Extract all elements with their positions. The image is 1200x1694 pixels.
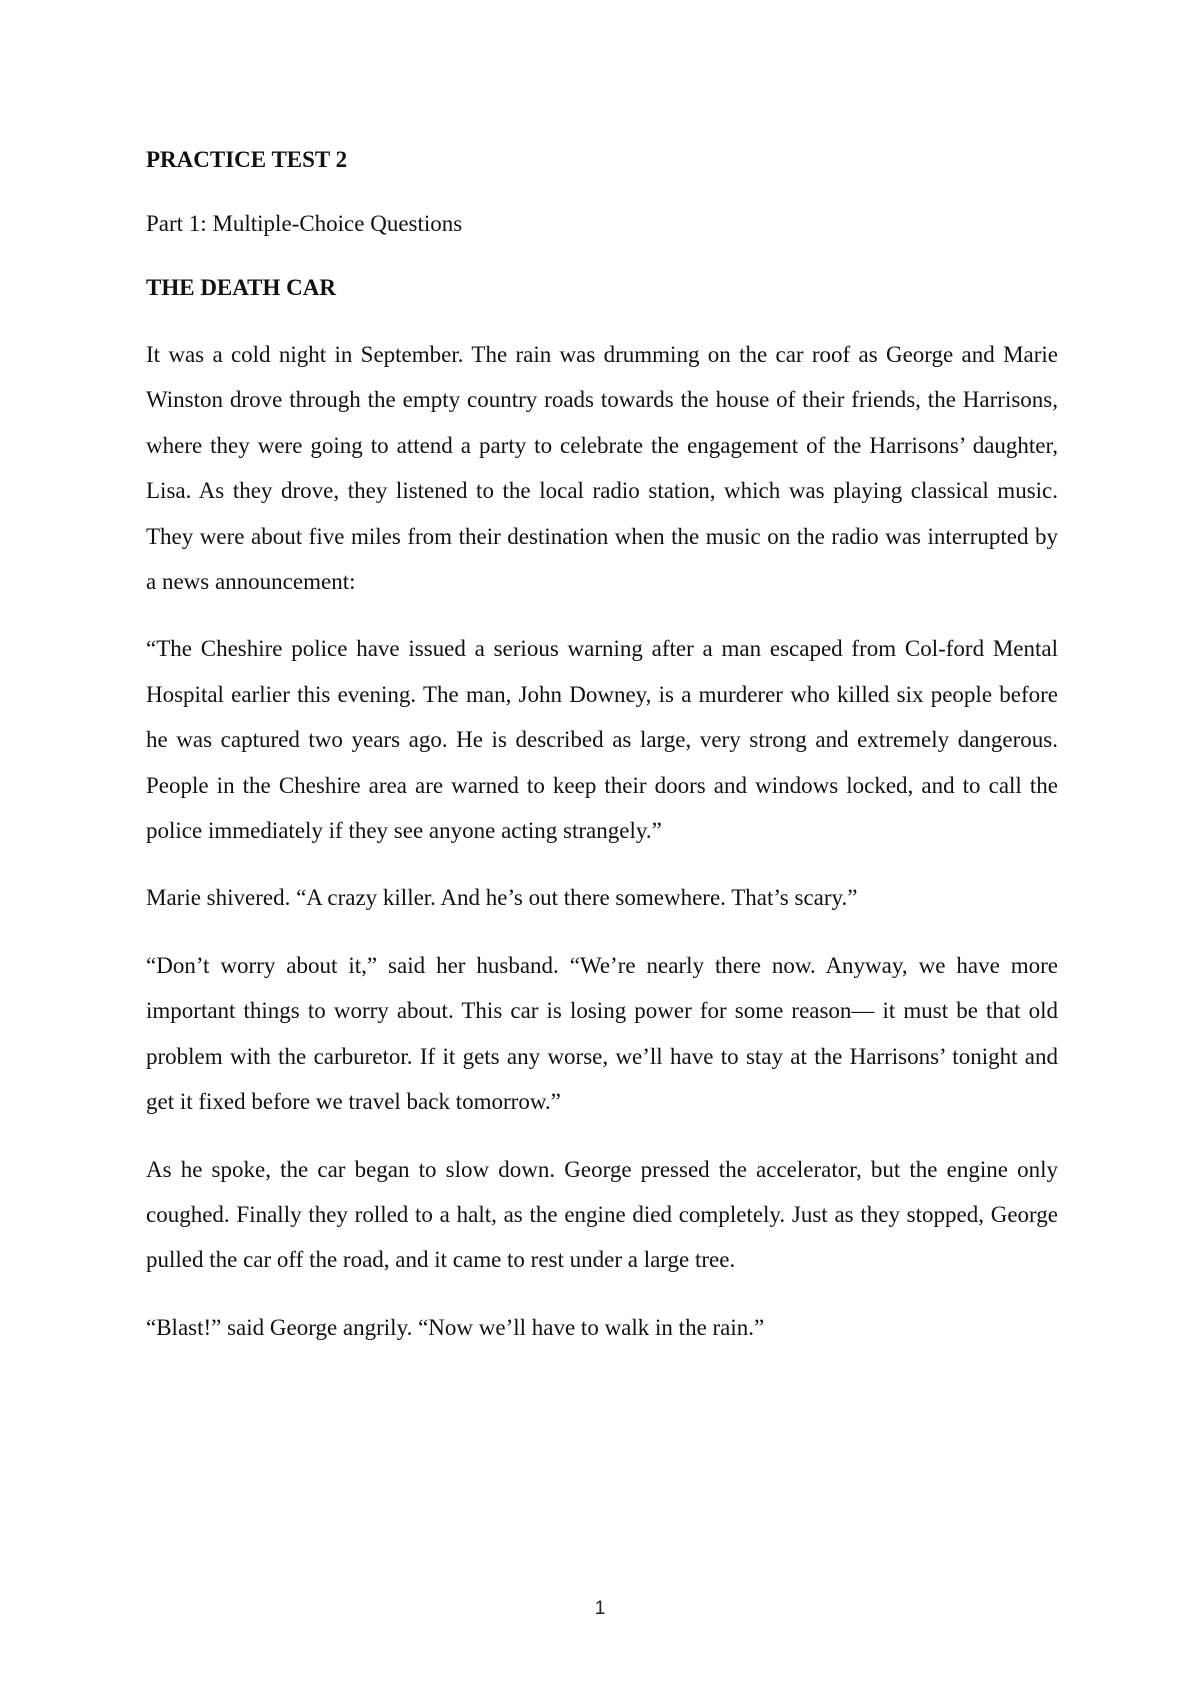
- test-title: PRACTICE TEST 2: [146, 147, 348, 172]
- paragraph-3: Marie shivered. “A crazy killer. And he’s out there somewhere. That’s scary.”: [146, 885, 858, 911]
- part-title: Part 1: Multiple-Choice Questions: [146, 211, 463, 236]
- page-number: 1: [594, 1598, 606, 1619]
- page-content: [146, 140, 1058, 1372]
- paragraph-4: “Don’t worry about it,” said her husband. “We’re nearly there now. Anyway, we have more important things to worry about. This car is losing power for some reason— it must be that old problem with the carburetor. If it gets any worse, we’ll have to stay at the Harrisons’ tonight and get it fixed before we travel back tomorrow.”: [146, 952, 1058, 1115]
- paragraph-2: “The Cheshire police have issued a serious warning after a man escaped from Col-ford Mental Hospital earlier this evening. The man, John Downey, is a murderer who killed six people before he was captured two years ago. He is described as large, very strong and extremely dangerous. People in the Cheshire area are warned to keep their doors and windows locked, and to call the police immediately if they see anyone acting strangely.”: [146, 636, 1058, 844]
- story-title: THE DEATH CAR: [146, 275, 336, 300]
- paragraph-1: It was a cold night in September. The rain was drumming on the car roof as George and Marie Winston drove through the empty country roads towards the house of their friends, the Harrisons, where they were going to attend a party to celebrate the engagement of the Harrisons’ daughter, Lisa. As they drove, they listened to the local radio station, which was playing classical music. They were about five miles from their destination when the music on the radio was interrupted by a news announcement:: [146, 342, 1058, 595]
- paragraph-6: “Blast!” said George angrily. “Now we’ll have to walk in the rain.”: [146, 1314, 765, 1340]
- paragraph-5: As he spoke, the car began to slow down. George pressed the accelerator, but the engine only coughed. Finally they rolled to a halt, as the engine died completely. Just as they stopped, George pulled the car off the road, and it came to rest under a large tree.: [146, 1156, 1058, 1273]
